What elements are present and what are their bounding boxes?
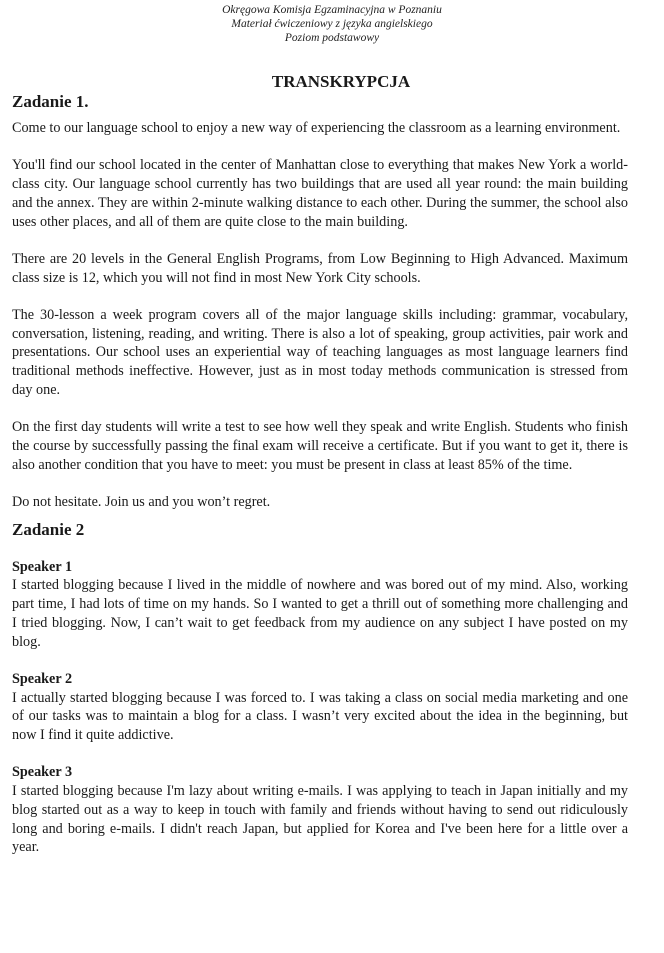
header-institution: Okręgowa Komisja Egzaminacyjna w Poznaniu xyxy=(222,4,442,16)
speaker-text: I started blogging because I'm lazy about writing e-mails. I was applying to teach in Japan initially and my blog started out as a way to keep in touch with family and friends without having to send out ridiculously long and boring e-mails. I didn't reach Japan, but applied for Korea and I've been here for a little over a year. xyxy=(12,783,628,856)
document-title: TRANSKRYPCJA xyxy=(271,72,411,91)
task1-paragraph: Do not hesitate. Join us and you won’t regret. xyxy=(12,493,271,510)
task1-paragraph: On the first day students will write a test to see how well they speak and write English. Students who finish the course by successfully passing the final exam will receive a certificate. But if you want to get it, there is also another condition that you have to meet: you must be present in class at least 85% of the time. xyxy=(12,419,628,473)
task2-body xyxy=(0,558,664,857)
speaker-block xyxy=(12,763,628,857)
speaker-block xyxy=(12,670,628,745)
task1-paragraph: You'll find our school located in the center of Manhattan close to everything that makes New York a world-class city. Our language school currently has two buildings that are used all year round: the main building and the annex. They are within 2-minute walking distance to each other. During the summer, the school also uses other places, and all of them are quite close to the main building. xyxy=(12,157,628,230)
task1-body xyxy=(0,119,664,512)
task1-heading: Zadanie 1. xyxy=(12,92,89,111)
task1-paragraph: The 30-lesson a week program covers all of the major language skills including: grammar, vocabulary, conversation, listening, reading, and writing. There is also a lot of speaking, group activities, pair work and presentations. Our school uses an experiential way of teaching languages as most language learners find traditional methods ineffective. However, just as in most today methods communication is stressed from day one. xyxy=(12,306,628,398)
speaker-text: I started blogging because I lived in the middle of nowhere and was bored out of my mind. Also, working part time, I had lots of time on my hands. So I wanted to get a thrill out of something more challenging and I tried blogging. Now, I can’t wait to get feedback from my audience on any subject I have posted on my blog. xyxy=(12,577,628,650)
speaker-name: Speaker 2 xyxy=(12,670,73,687)
page-header xyxy=(0,0,664,45)
task1-paragraph: There are 20 levels in the General English Programs, from Low Beginning to High Advanced. Maximum class size is 12, which you will not find in most New York City schools. xyxy=(12,250,628,286)
task1-paragraph: Come to our language school to enjoy a new way of experiencing the classroom as a learning environment. xyxy=(12,120,621,136)
speaker-name: Speaker 3 xyxy=(12,764,73,781)
speaker-name: Speaker 1 xyxy=(12,558,73,575)
task2-heading: Zadanie 2 xyxy=(12,519,85,539)
speaker-text: I actually started blogging because I was forced to. I was taking a class on social media marketing and one of our tasks was to maintain a blog for a class. I wasn’t very excited about the idea in the beginning, but now I find it quite addictive. xyxy=(12,689,628,743)
header-level: Poziom podstawowy xyxy=(284,32,380,44)
header-material: Materiał ćwiczeniowy z języka angielskiego xyxy=(231,18,433,30)
speaker-block xyxy=(12,558,628,652)
